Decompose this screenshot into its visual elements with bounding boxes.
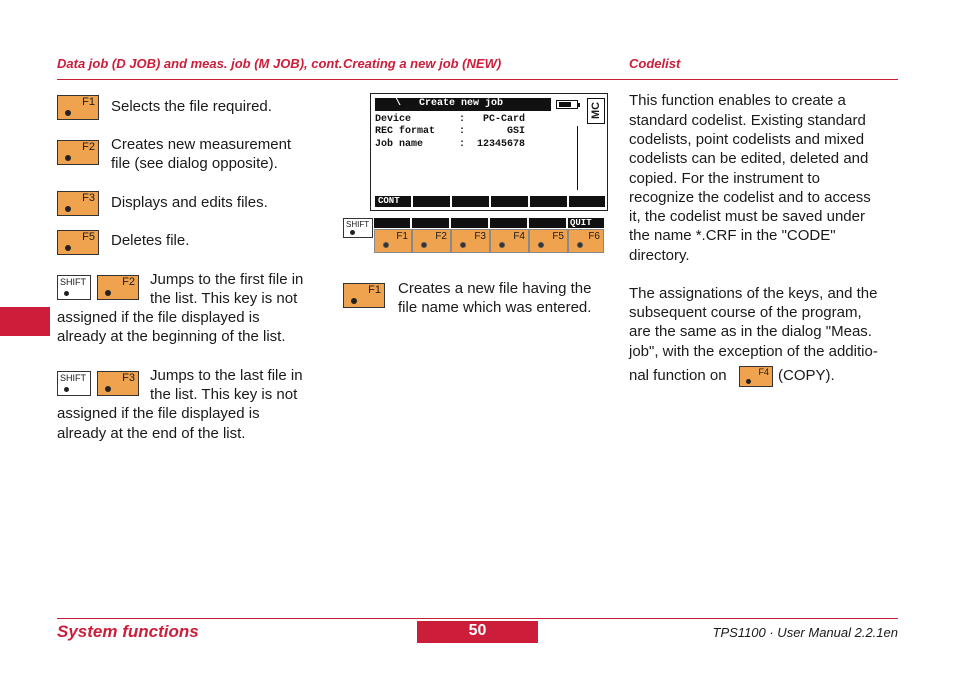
f3-key-icon: F3 <box>57 191 99 216</box>
shift-f2-description-line-1: Jumps to the first file in <box>150 271 304 288</box>
codelist-paragraph-1-line-3: codelists, point codelists and mixed <box>629 131 865 148</box>
f5-key-icon: F5 <box>529 229 568 253</box>
display-title-bar <box>375 98 551 111</box>
f3-key-icon: F3 <box>451 229 490 253</box>
codelist-paragraph-1-line-4: codelists can be edited, deleted and <box>629 150 869 167</box>
side-tab <box>0 307 50 336</box>
shift-softkey <box>490 218 527 228</box>
codelist-paragraph-2-line-2: subsequent course of the program, <box>629 304 862 321</box>
codelist-paragraph-1-line-9: directory. <box>629 247 690 264</box>
display-row-rec-format: REC format : GSI <box>375 126 526 137</box>
shift-f2-description-line-4: already at the beginning of the list. <box>57 328 286 345</box>
codelist-paragraph-1-line-8: the name *.CRF in the "CODE" <box>629 227 836 244</box>
codelist-paragraph-1-line-1: This function enables to create a <box>629 92 846 109</box>
f5-key-icon: F5 <box>57 230 99 255</box>
instrument-display <box>370 93 608 211</box>
shift-f3-description-line-1: Jumps to the last file in <box>150 367 303 384</box>
f1-key-icon: F1 <box>374 229 412 253</box>
shift-key-icon: SHIFT <box>343 218 373 238</box>
shift-f3-description-line-2: the list. This key is not <box>150 386 298 403</box>
f4-key-icon: F4 <box>490 229 529 253</box>
f2-description-line-1: Creates new measurement <box>111 136 292 153</box>
codelist-paragraph-2-line-1: The assignations of the keys, and the <box>629 285 878 302</box>
shift-f2-description-line-2: the list. This key is not <box>150 290 298 307</box>
f2-key-icon: F2 <box>97 275 139 300</box>
footer-section-title: System functions <box>57 622 199 641</box>
softkey-empty <box>530 196 567 207</box>
shift-softkey <box>412 218 449 228</box>
f3-description: Displays and edits files. <box>111 194 268 211</box>
codelist-paragraph-1-line-7: it, the codelist must be saved under <box>629 208 865 225</box>
new-file-description-line-2: file name which was entered. <box>398 299 592 316</box>
shift-softkey <box>374 218 410 228</box>
codelist-paragraph-1-line-6: recognize the codelist and to access <box>629 189 871 206</box>
f5-description: Deletes file. <box>111 232 190 249</box>
softkey-empty <box>452 196 489 207</box>
f6-key-icon: F6 <box>568 229 604 253</box>
shift-key-icon: SHIFT <box>57 275 91 300</box>
page-number: 50 <box>417 621 538 643</box>
f2-key-icon: F2 <box>412 229 451 253</box>
display-row-device: Device : PC-Card <box>375 114 526 125</box>
shift-f3-description-line-3: assigned if the file displayed is <box>57 405 260 422</box>
codelist-paragraph-1-line-2: standard codelist. Existing standard <box>629 112 866 129</box>
footer-rule <box>57 618 898 619</box>
display-row-job-name: Job name : 12345678 <box>375 139 526 150</box>
battery-tip <box>578 103 580 107</box>
shift-softkey <box>529 218 566 228</box>
shift-softkey <box>451 218 488 228</box>
shift-key-icon: SHIFT <box>57 371 91 396</box>
softkey-empty <box>491 196 528 207</box>
f4-key-icon: F4 <box>739 366 773 387</box>
codelist-paragraph-2-line-4: job", with the exception of the additio- <box>629 343 878 360</box>
new-file-description-line-1: Creates a new file having the <box>398 280 592 297</box>
softkey-empty <box>569 196 605 207</box>
battery-icon <box>556 100 578 109</box>
codelist-paragraph-2-line-3: are the same as in the dialog "Meas. <box>629 323 872 340</box>
header-section-1: Data job (D JOB) and meas. job (M JOB), cont. <box>57 56 343 71</box>
shift-f2-description-line-3: assigned if the file displayed is <box>57 309 260 326</box>
footer-manual-title: TPS1100 · User Manual 2.2.1en <box>712 625 898 640</box>
f2-key-icon: F2 <box>57 140 99 165</box>
shift-f3-description-line-4: already at the end of the list. <box>57 425 246 442</box>
codelist-paragraph-1-line-5: copied. For the instrument to <box>629 170 820 187</box>
mc-icon: MC <box>587 98 605 124</box>
codelist-paragraph-2-line-5-start: nal function on <box>629 367 727 384</box>
f1-key-icon: F1 <box>57 95 99 120</box>
softkey-empty <box>413 196 450 207</box>
display-scrollbar <box>577 126 578 190</box>
f3-key-icon: F3 <box>97 371 139 396</box>
display-title: \ Create new job <box>395 98 504 109</box>
softkey-cont: CONT <box>375 196 411 207</box>
codelist-paragraph-2-line-5-end: (COPY). <box>778 367 835 384</box>
softkey-quit: QUIT <box>568 218 604 228</box>
header-rule <box>57 79 898 80</box>
f1-description: Selects the file required. <box>111 98 272 115</box>
header-section-3: Codelist <box>629 56 681 71</box>
header-section-2: Creating a new job (NEW) <box>343 56 502 71</box>
display-softkey-bar <box>375 196 605 207</box>
f2-description-line-2: file (see dialog opposite). <box>111 155 278 172</box>
f1-key-icon: F1 <box>343 283 385 308</box>
